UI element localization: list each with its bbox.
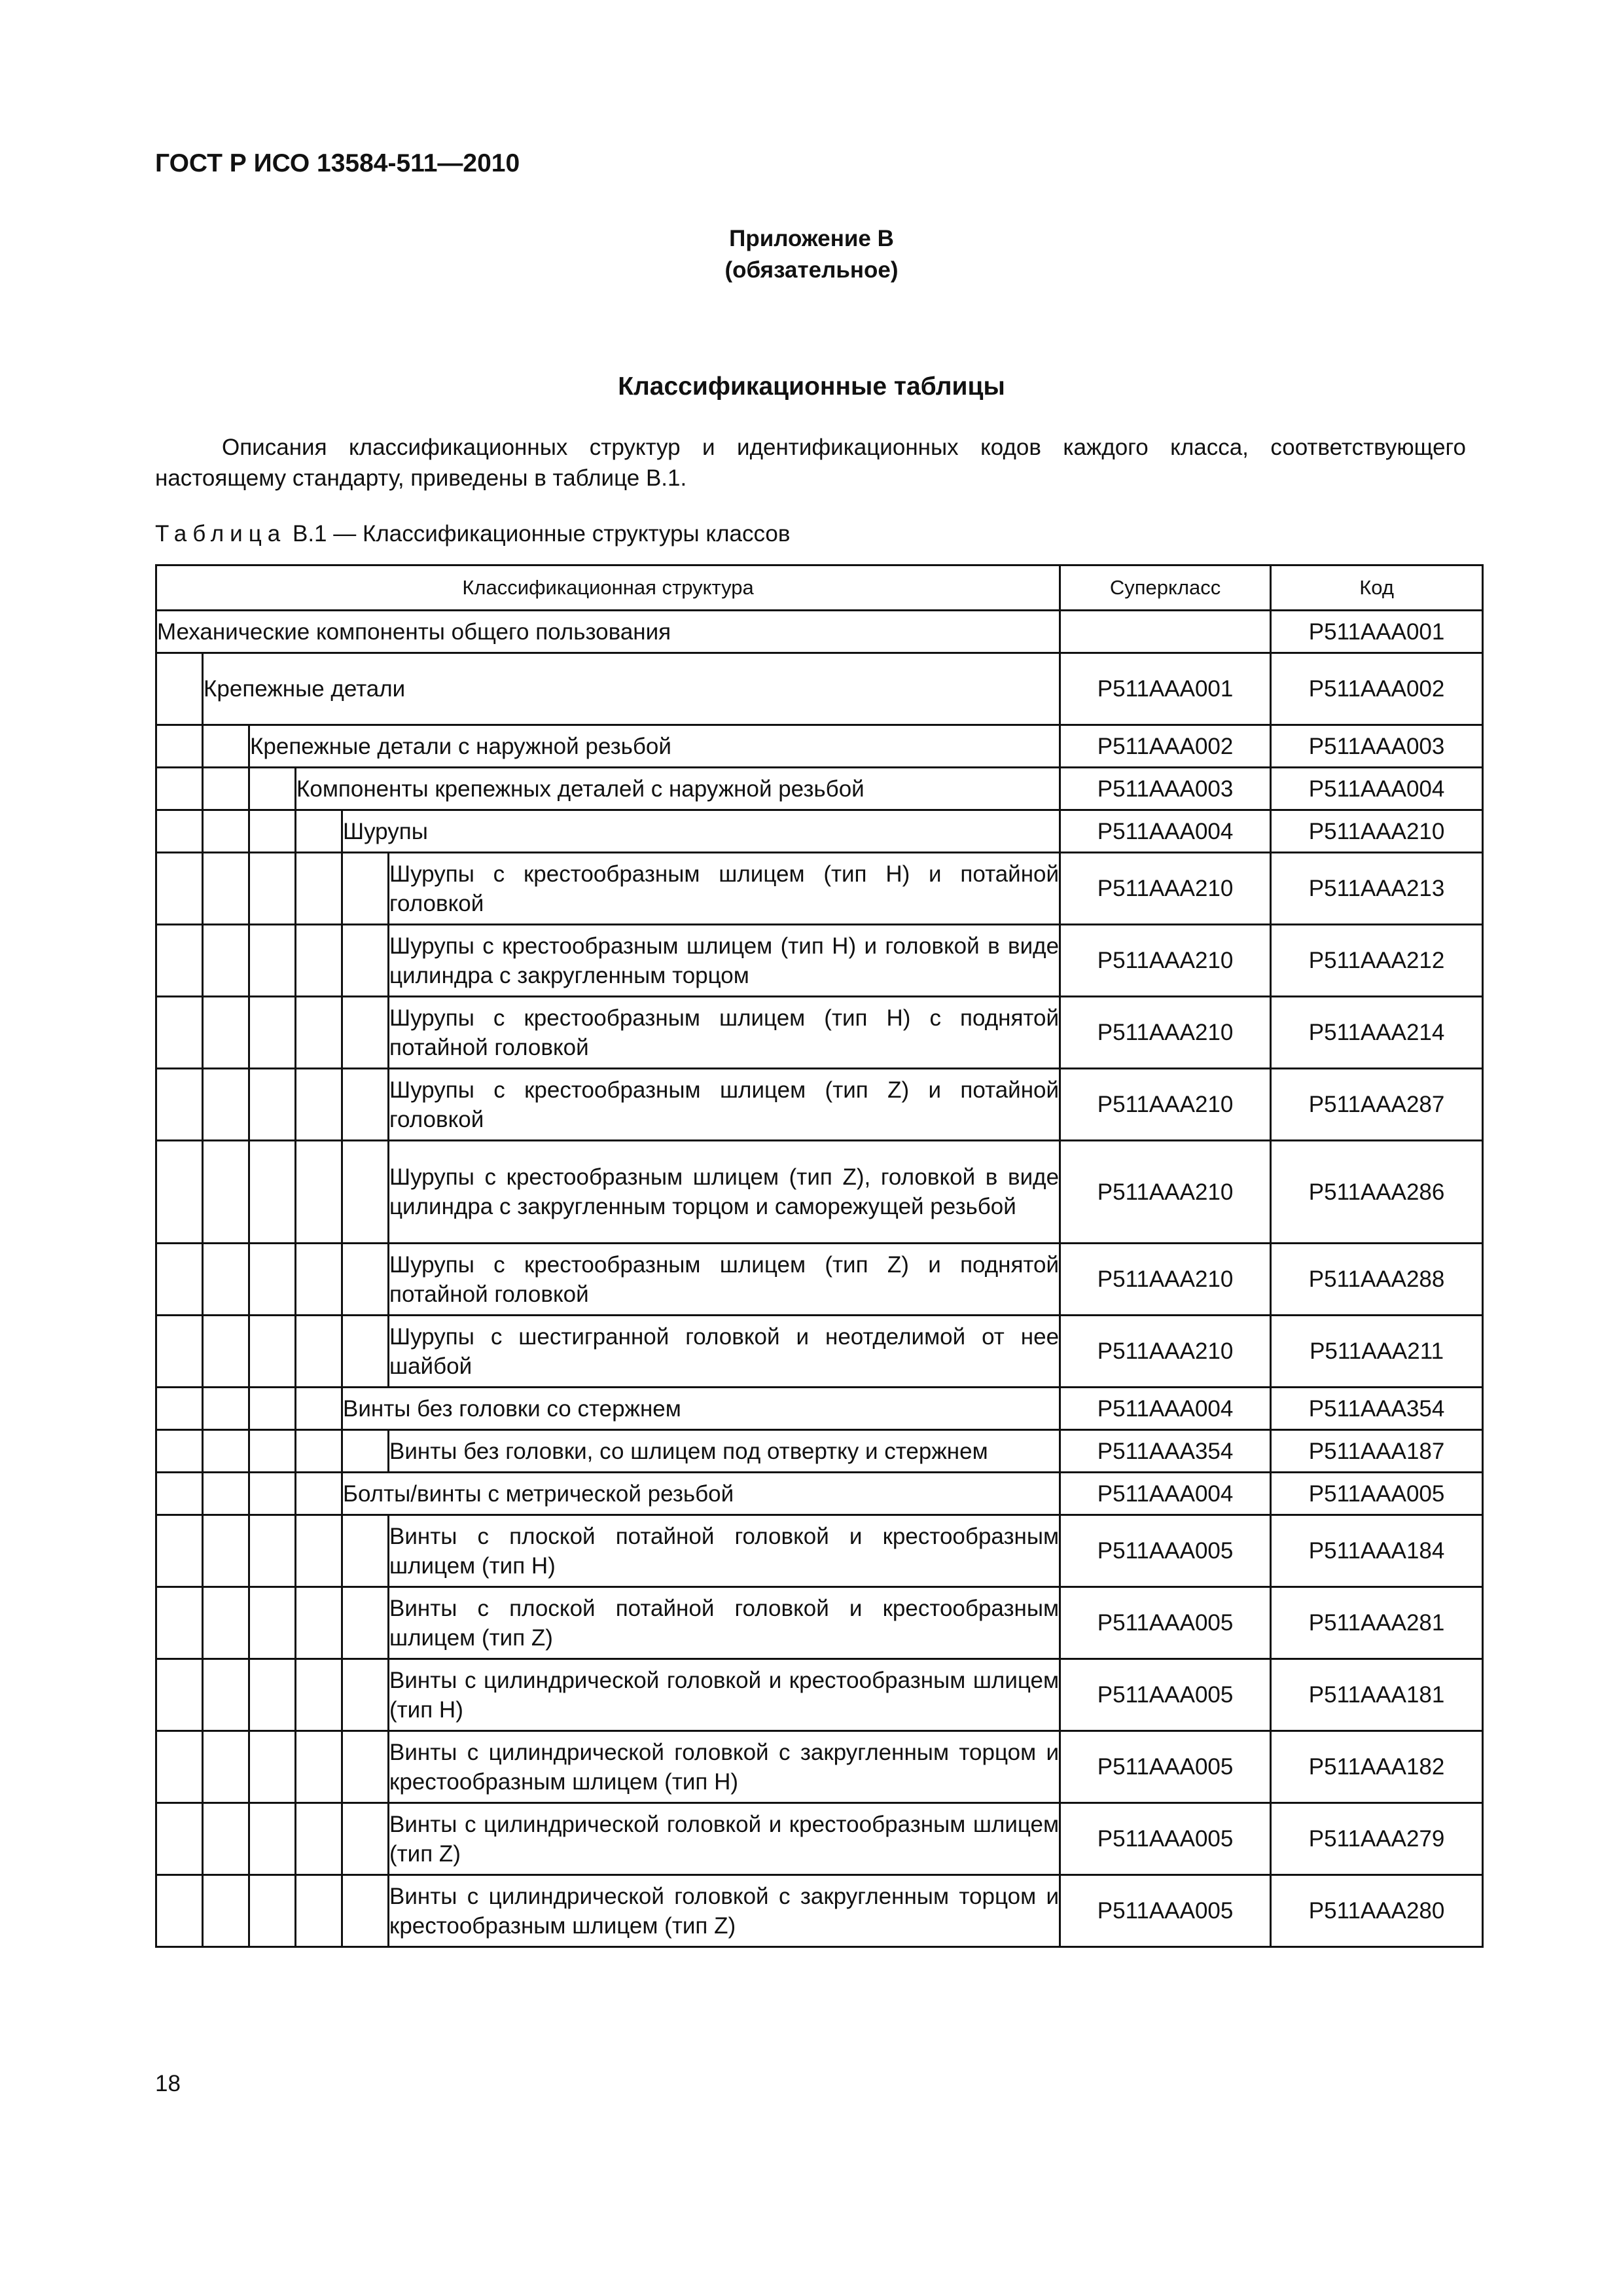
code-cell: P511AAA211 [1271,1316,1483,1388]
indent-cell [342,1244,389,1316]
superclass-cell: P511AAA004 [1060,1473,1271,1515]
indent-cell [203,1473,249,1515]
class-name-cell: Компоненты крепежных деталей с наружной резьбой [296,768,1060,810]
indent-cell [296,1430,342,1473]
indent-cell [249,1731,296,1803]
superclass-cell: P511AAA005 [1060,1659,1271,1731]
indent-cell [342,1069,389,1141]
class-name-cell: Винты с плоской потайной головкой и крестообразным шлицем (тип H) [389,1515,1060,1587]
code-cell: P511AAA279 [1271,1803,1483,1875]
indent-cell [249,1875,296,1947]
class-name-cell: Винты с цилиндрической головкой и крестообразным шлицем (тип Z) [389,1803,1060,1875]
class-name-cell: Винты без головки со стержнем [342,1388,1060,1430]
indent-cell [203,853,249,925]
code-cell: P511AAA184 [1271,1515,1483,1587]
indent-cell [296,1515,342,1587]
superclass-cell: P511AAA210 [1060,1244,1271,1316]
indent-cell [203,1803,249,1875]
superclass-cell: P511AAA005 [1060,1515,1271,1587]
indent-cell [249,1587,296,1659]
class-name-cell: Болты/винты с метрической резьбой [342,1473,1060,1515]
table-row [156,768,1483,810]
superclass-cell: P511AAA210 [1060,853,1271,925]
class-name-cell: Шурупы с крестообразным шлицем (тип H) и потайной головкой [389,853,1060,925]
code-cell: P511AAA181 [1271,1659,1483,1731]
indent-cell [249,1659,296,1731]
code-cell: P511AAA212 [1271,925,1483,997]
indent-cell [156,1430,203,1473]
classification-table [155,564,1484,1948]
class-name-cell: Механические компоненты общего пользования [156,611,1060,653]
superclass-cell: P511AAA005 [1060,1731,1271,1803]
table-row [156,1388,1483,1430]
indent-cell [296,853,342,925]
indent-cell [296,1069,342,1141]
indent-cell [296,1875,342,1947]
class-name-cell: Крепежные детали [203,653,1060,725]
table-row [156,1731,1483,1803]
indent-cell [296,997,342,1069]
indent-cell [249,1473,296,1515]
indent-cell [156,1141,203,1244]
superclass-cell: P511AAA210 [1060,1069,1271,1141]
class-name-cell: Винты без головки, со шлицем под отвертку и стержнем [389,1430,1060,1473]
intro-paragraph: Описания классификационных структур и идентификационных кодов каждого класса, соответствующего настоящему стандарту, приведены в таблице В.1. [155,435,1466,491]
indent-cell [156,1875,203,1947]
indent-cell [156,1069,203,1141]
table-row [156,853,1483,925]
indent-cell [249,853,296,925]
class-name-cell: Винты с цилиндрической головкой с закругленным торцом и крестообразным шлицем (тип Z) [389,1875,1060,1947]
superclass-cell: P511AAA005 [1060,1587,1271,1659]
indent-cell [156,1244,203,1316]
code-cell: P511AAA287 [1271,1069,1483,1141]
indent-cell [249,925,296,997]
indent-cell [156,1587,203,1659]
indent-cell [342,1731,389,1803]
superclass-cell: P511AAA003 [1060,768,1271,810]
table-caption [155,521,790,547]
indent-cell [156,1388,203,1430]
indent-cell [249,810,296,853]
indent-cell [249,1316,296,1388]
indent-cell [296,1803,342,1875]
superclass-cell: P511AAA005 [1060,1803,1271,1875]
class-name-cell: Шурупы с крестообразным шлицем (тип H) и головкой в виде цилиндра с закругленным торцом [389,925,1060,997]
indent-cell [203,1316,249,1388]
superclass-cell [1060,611,1271,653]
table-row [156,1141,1483,1244]
indent-cell [156,1515,203,1587]
indent-cell [296,1141,342,1244]
superclass-cell: P511AAA210 [1060,1316,1271,1388]
indent-cell [156,653,203,725]
indent-cell [203,1587,249,1659]
indent-cell [156,1803,203,1875]
indent-cell [156,768,203,810]
table-row [156,810,1483,853]
column-header-superclass: Суперкласс [1060,565,1271,611]
code-cell: P511AAA001 [1271,611,1483,653]
superclass-cell: P511AAA210 [1060,1141,1271,1244]
superclass-cell: P511AAA210 [1060,997,1271,1069]
code-cell: P511AAA288 [1271,1244,1483,1316]
section-title: Классификационные таблицы [618,372,1005,401]
indent-cell [203,810,249,853]
code-cell: P511AAA005 [1271,1473,1483,1515]
indent-cell [156,1659,203,1731]
code-cell: P511AAA214 [1271,997,1483,1069]
indent-cell [203,997,249,1069]
class-name-cell: Шурупы с крестообразным шлицем (тип Z), головкой в виде цилиндра с закругленным торцом и саморежущей резьбой [389,1141,1060,1244]
indent-cell [342,853,389,925]
code-cell: P511AAA280 [1271,1875,1483,1947]
indent-cell [249,1069,296,1141]
annex-status: (обязательное) [724,257,899,283]
indent-cell [249,1141,296,1244]
table-header-row [156,565,1483,611]
code-cell: P511AAA213 [1271,853,1483,925]
column-header-code: Код [1271,565,1483,611]
indent-cell [249,768,296,810]
indent-cell [203,1875,249,1947]
indent-cell [156,725,203,768]
indent-cell [342,1430,389,1473]
indent-cell [203,925,249,997]
code-cell: P511AAA004 [1271,768,1483,810]
code-cell: P511AAA281 [1271,1587,1483,1659]
indent-cell [342,1659,389,1731]
code-cell: P511AAA002 [1271,653,1483,725]
table-row [156,997,1483,1069]
indent-cell [203,1141,249,1244]
table-row [156,1659,1483,1731]
indent-cell [156,925,203,997]
indent-cell [342,1515,389,1587]
indent-cell [203,1244,249,1316]
indent-cell [296,1659,342,1731]
indent-cell [296,1316,342,1388]
class-name-cell: Крепежные детали с наружной резьбой [249,725,1060,768]
superclass-cell: P511AAA004 [1060,1388,1271,1430]
table-caption-text: В.1 — Классификационные структуры классов [292,521,791,547]
superclass-cell: P511AAA210 [1060,925,1271,997]
indent-cell [203,1388,249,1430]
indent-cell [203,1659,249,1731]
table-row [156,1587,1483,1659]
annex-title: Приложение В [729,226,894,251]
indent-cell [249,1515,296,1587]
class-name-cell: Винты с цилиндрической головкой и крестообразным шлицем (тип H) [389,1659,1060,1731]
table-row [156,611,1483,653]
indent-cell [156,1316,203,1388]
indent-cell [249,1388,296,1430]
table-body [156,611,1483,1947]
indent-cell [296,810,342,853]
page-number: 18 [155,2071,181,2096]
code-cell: P511AAA354 [1271,1388,1483,1430]
class-name-cell: Винты с цилиндрической головкой с закругленным торцом и крестообразным шлицем (тип H) [389,1731,1060,1803]
document-code: ГОСТ Р ИСО 13584-511—2010 [155,149,520,177]
table-row [156,925,1483,997]
code-cell: P511AAA210 [1271,810,1483,853]
indent-cell [156,1731,203,1803]
class-name-cell: Шурупы [342,810,1060,853]
superclass-cell: P511AAA001 [1060,653,1271,725]
table-row [156,1803,1483,1875]
table-row [156,1515,1483,1587]
indent-cell [342,1587,389,1659]
indent-cell [203,1430,249,1473]
code-cell: P511AAA187 [1271,1430,1483,1473]
indent-cell [249,1430,296,1473]
indent-cell [156,810,203,853]
indent-cell [156,1473,203,1515]
table-row [156,653,1483,725]
indent-cell [342,1141,389,1244]
column-header-structure: Классификационная структура [156,565,1060,611]
indent-cell [156,997,203,1069]
indent-cell [249,1244,296,1316]
table-row [156,1473,1483,1515]
code-cell: P511AAA286 [1271,1141,1483,1244]
superclass-cell: P511AAA004 [1060,810,1271,853]
class-name-cell: Шурупы с крестообразным шлицем (тип H) с поднятой потайной головкой [389,997,1060,1069]
indent-cell [296,925,342,997]
indent-cell [203,725,249,768]
indent-cell [203,1515,249,1587]
superclass-cell: P511AAA354 [1060,1430,1271,1473]
indent-cell [249,997,296,1069]
code-cell: P511AAA182 [1271,1731,1483,1803]
superclass-cell: P511AAA005 [1060,1875,1271,1947]
table-row [156,1430,1483,1473]
table-row [156,1316,1483,1388]
class-name-cell: Шурупы с крестообразным шлицем (тип Z) и потайной головкой [389,1069,1060,1141]
superclass-cell: P511AAA002 [1060,725,1271,768]
indent-cell [342,1875,389,1947]
class-name-cell: Винты с плоской потайной головкой и крестообразным шлицем (тип Z) [389,1587,1060,1659]
table-row [156,725,1483,768]
indent-cell [342,1316,389,1388]
indent-cell [342,925,389,997]
indent-cell [203,1069,249,1141]
indent-cell [296,1473,342,1515]
table-row [156,1244,1483,1316]
indent-cell [203,768,249,810]
indent-cell [156,853,203,925]
class-name-cell: Шурупы с шестигранной головкой и неотделимой от нее шайбой [389,1316,1060,1388]
indent-cell [342,997,389,1069]
table-row [156,1875,1483,1947]
indent-cell [342,1803,389,1875]
class-name-cell: Шурупы с крестообразным шлицем (тип Z) и поднятой потайной головкой [389,1244,1060,1316]
indent-cell [296,1587,342,1659]
indent-cell [203,1731,249,1803]
indent-cell [296,1244,342,1316]
indent-cell [249,1803,296,1875]
indent-cell [296,1388,342,1430]
table-row [156,1069,1483,1141]
table-caption-label: Таблица [155,521,287,547]
indent-cell [296,1731,342,1803]
code-cell: P511AAA003 [1271,725,1483,768]
